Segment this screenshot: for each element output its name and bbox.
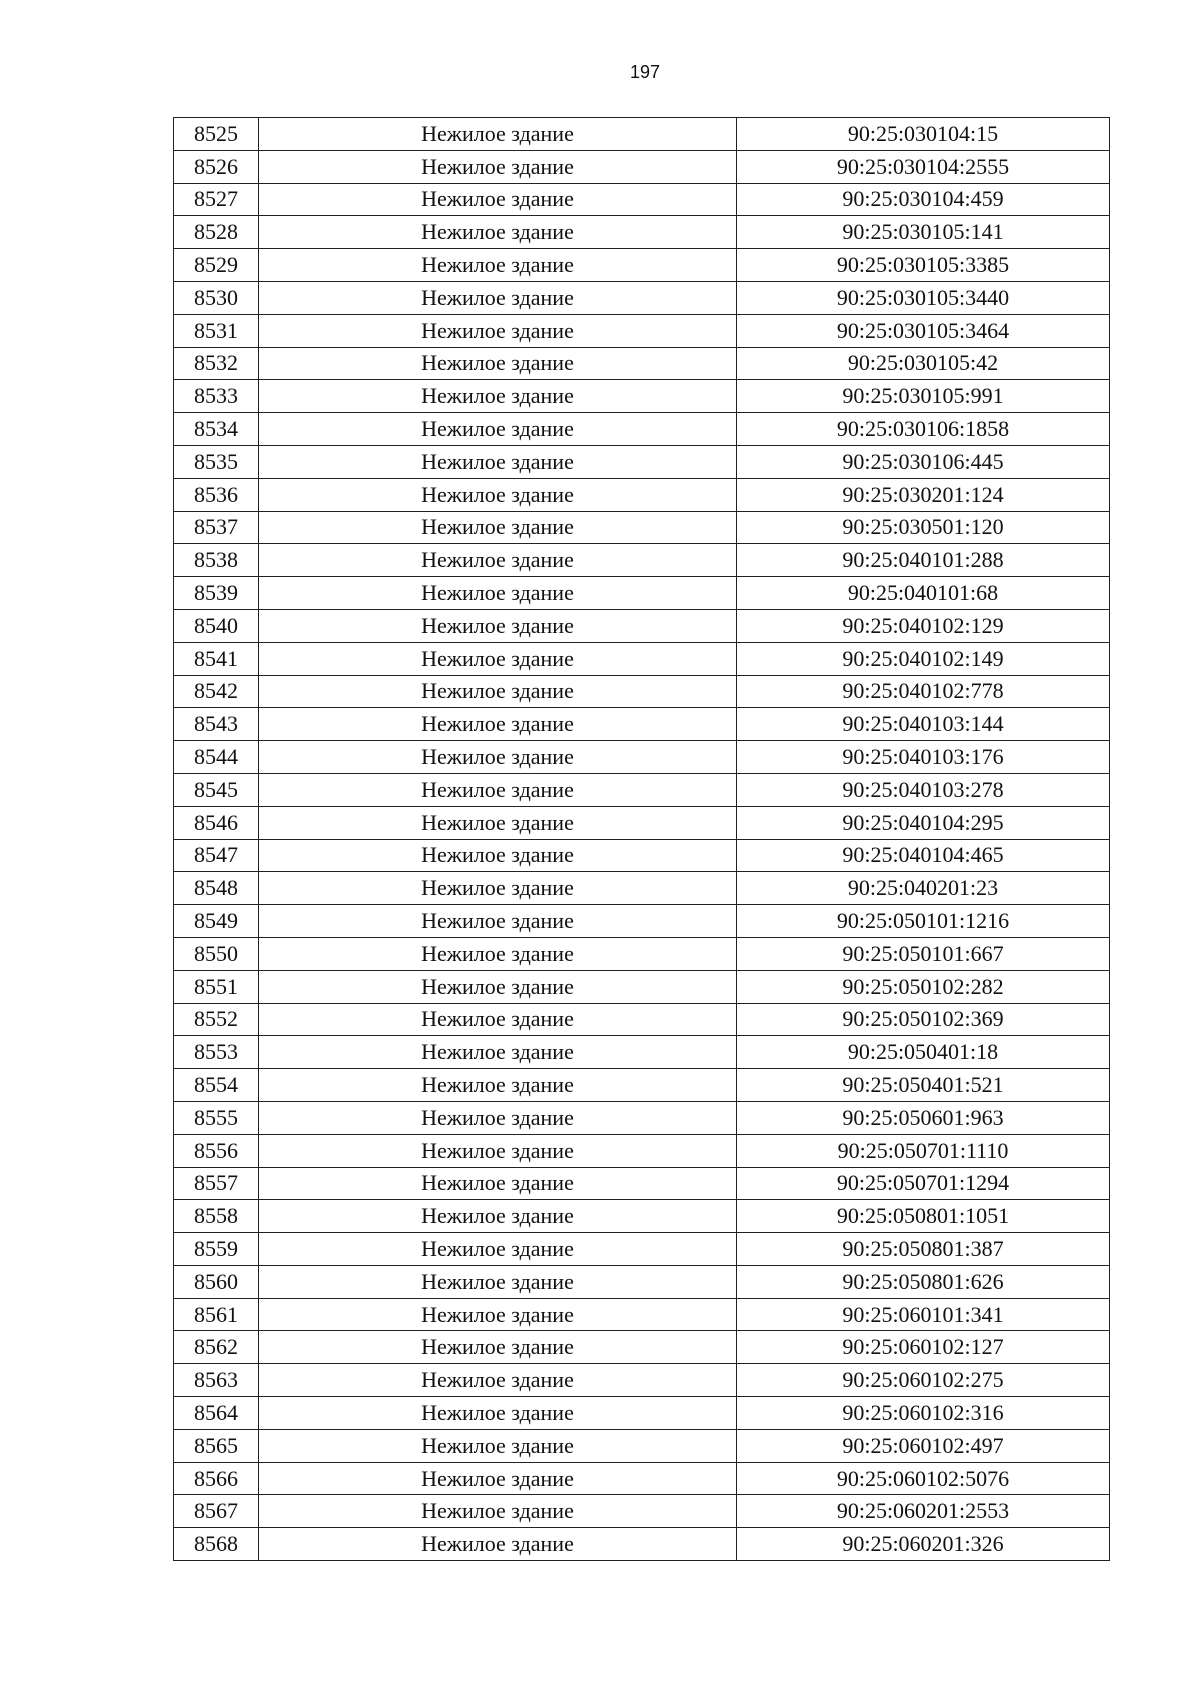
object-type-cell: Нежилое здание — [259, 872, 737, 905]
object-type-cell: Нежилое здание — [259, 314, 737, 347]
row-number-cell: 8533 — [174, 380, 259, 413]
table-row — [174, 544, 1110, 577]
object-type-cell: Нежилое здание — [259, 150, 737, 183]
object-type-cell: Нежилое здание — [259, 1003, 737, 1036]
table-row — [174, 1233, 1110, 1266]
table-row — [174, 872, 1110, 905]
cadastral-number-cell: 90:25:050401:521 — [737, 1069, 1110, 1102]
cadastral-number-cell: 90:25:050701:1294 — [737, 1167, 1110, 1200]
table-row — [174, 118, 1110, 151]
object-type-cell: Нежилое здание — [259, 609, 737, 642]
table-row — [174, 1331, 1110, 1364]
object-type-cell: Нежилое здание — [259, 413, 737, 446]
row-number-cell: 8553 — [174, 1036, 259, 1069]
row-number-cell: 8539 — [174, 577, 259, 610]
row-number-cell: 8543 — [174, 708, 259, 741]
table-row — [174, 642, 1110, 675]
row-number-cell: 8538 — [174, 544, 259, 577]
row-number-cell: 8530 — [174, 281, 259, 314]
table-row — [174, 314, 1110, 347]
table-row — [174, 1069, 1110, 1102]
row-number-cell: 8554 — [174, 1069, 259, 1102]
table-row — [174, 445, 1110, 478]
cadastral-number-cell: 90:25:050801:1051 — [737, 1200, 1110, 1233]
object-type-cell: Нежилое здание — [259, 544, 737, 577]
row-number-cell: 8548 — [174, 872, 259, 905]
table-row — [174, 478, 1110, 511]
cadastral-number-cell: 90:25:040104:465 — [737, 839, 1110, 872]
row-number-cell: 8556 — [174, 1134, 259, 1167]
table-row — [174, 1495, 1110, 1528]
cadastral-number-cell: 90:25:030105:991 — [737, 380, 1110, 413]
row-number-cell: 8551 — [174, 970, 259, 1003]
cadastral-number-cell: 90:25:060201:2553 — [737, 1495, 1110, 1528]
table-row — [174, 380, 1110, 413]
cadastral-number-cell: 90:25:030105:42 — [737, 347, 1110, 380]
cadastral-number-cell: 90:25:050102:369 — [737, 1003, 1110, 1036]
table-row — [174, 708, 1110, 741]
row-number-cell: 8563 — [174, 1364, 259, 1397]
object-type-cell: Нежилое здание — [259, 1167, 737, 1200]
cadastral-number-cell: 90:25:030104:15 — [737, 118, 1110, 151]
cadastral-number-cell: 90:25:030105:3385 — [737, 249, 1110, 282]
cadastral-number-cell: 90:25:030105:141 — [737, 216, 1110, 249]
row-number-cell: 8526 — [174, 150, 259, 183]
object-type-cell: Нежилое здание — [259, 708, 737, 741]
cadastral-number-cell: 90:25:060102:5076 — [737, 1462, 1110, 1495]
row-number-cell: 8537 — [174, 511, 259, 544]
object-type-cell: Нежилое здание — [259, 1200, 737, 1233]
cadastral-number-cell: 90:25:050401:18 — [737, 1036, 1110, 1069]
cadastral-number-cell: 90:25:040101:68 — [737, 577, 1110, 610]
cadastral-number-cell: 90:25:060102:275 — [737, 1364, 1110, 1397]
table-row — [174, 1298, 1110, 1331]
row-number-cell: 8565 — [174, 1429, 259, 1462]
row-number-cell: 8562 — [174, 1331, 259, 1364]
cadastral-number-cell: 90:25:060101:341 — [737, 1298, 1110, 1331]
table-row — [174, 806, 1110, 839]
object-type-cell: Нежилое здание — [259, 445, 737, 478]
table-row — [174, 1462, 1110, 1495]
row-number-cell: 8561 — [174, 1298, 259, 1331]
page-number: 197 — [629, 62, 661, 82]
cadastral-number-cell: 90:25:030201:124 — [737, 478, 1110, 511]
row-number-cell: 8529 — [174, 249, 259, 282]
cadastral-number-cell: 90:25:060201:326 — [737, 1528, 1110, 1561]
cadastral-number-cell: 90:25:030105:3464 — [737, 314, 1110, 347]
table-row — [174, 609, 1110, 642]
row-number-cell: 8527 — [174, 183, 259, 216]
table-row — [174, 347, 1110, 380]
row-number-cell: 8550 — [174, 937, 259, 970]
object-type-cell: Нежилое здание — [259, 741, 737, 774]
cadastral-number-cell: 90:25:060102:316 — [737, 1397, 1110, 1430]
cadastral-number-cell: 90:25:060102:127 — [737, 1331, 1110, 1364]
object-type-cell: Нежилое здание — [259, 642, 737, 675]
row-number-cell: 8528 — [174, 216, 259, 249]
cadastral-number-cell: 90:25:050801:387 — [737, 1233, 1110, 1266]
cadastral-number-cell: 90:25:040102:129 — [737, 609, 1110, 642]
table-row — [174, 1397, 1110, 1430]
cadastral-number-cell: 90:25:030106:445 — [737, 445, 1110, 478]
object-type-cell: Нежилое здание — [259, 1298, 737, 1331]
table-row — [174, 577, 1110, 610]
object-type-cell: Нежилое здание — [259, 478, 737, 511]
table-row — [174, 1200, 1110, 1233]
object-type-cell: Нежилое здание — [259, 1233, 737, 1266]
registry-table — [173, 117, 1110, 1561]
table-row — [174, 1167, 1110, 1200]
cadastral-number-cell: 90:25:050101:1216 — [737, 905, 1110, 938]
row-number-cell: 8544 — [174, 741, 259, 774]
table-row — [174, 970, 1110, 1003]
row-number-cell: 8558 — [174, 1200, 259, 1233]
object-type-cell: Нежилое здание — [259, 1364, 737, 1397]
table-row — [174, 1265, 1110, 1298]
row-number-cell: 8536 — [174, 478, 259, 511]
object-type-cell: Нежилое здание — [259, 1331, 737, 1364]
row-number-cell: 8547 — [174, 839, 259, 872]
object-type-cell: Нежилое здание — [259, 380, 737, 413]
table-row — [174, 675, 1110, 708]
object-type-cell: Нежилое здание — [259, 1528, 737, 1561]
object-type-cell: Нежилое здание — [259, 839, 737, 872]
cadastral-number-cell: 90:25:040102:778 — [737, 675, 1110, 708]
cadastral-number-cell: 90:25:060102:497 — [737, 1429, 1110, 1462]
object-type-cell: Нежилое здание — [259, 511, 737, 544]
row-number-cell: 8525 — [174, 118, 259, 151]
object-type-cell: Нежилое здание — [259, 806, 737, 839]
cadastral-number-cell: 90:25:040103:176 — [737, 741, 1110, 774]
row-number-cell: 8552 — [174, 1003, 259, 1036]
cadastral-number-cell: 90:25:050701:1110 — [737, 1134, 1110, 1167]
cadastral-number-cell: 90:25:040201:23 — [737, 872, 1110, 905]
table-row — [174, 1134, 1110, 1167]
table-row — [174, 937, 1110, 970]
row-number-cell: 8546 — [174, 806, 259, 839]
table-row — [174, 1003, 1110, 1036]
cadastral-number-cell: 90:25:040101:288 — [737, 544, 1110, 577]
table-row — [174, 249, 1110, 282]
cadastral-number-cell: 90:25:050801:626 — [737, 1265, 1110, 1298]
row-number-cell: 8560 — [174, 1265, 259, 1298]
cadastral-number-cell: 90:25:050601:963 — [737, 1101, 1110, 1134]
cadastral-number-cell: 90:25:040103:278 — [737, 773, 1110, 806]
row-number-cell: 8566 — [174, 1462, 259, 1495]
object-type-cell: Нежилое здание — [259, 1462, 737, 1495]
cadastral-number-cell: 90:25:030105:3440 — [737, 281, 1110, 314]
table-row — [174, 905, 1110, 938]
cadastral-number-cell: 90:25:050102:282 — [737, 970, 1110, 1003]
table-row — [174, 741, 1110, 774]
table-row — [174, 1036, 1110, 1069]
object-type-cell: Нежилое здание — [259, 675, 737, 708]
table-row — [174, 1528, 1110, 1561]
table-row — [174, 150, 1110, 183]
object-type-cell: Нежилое здание — [259, 183, 737, 216]
table-row — [174, 839, 1110, 872]
table-row — [174, 183, 1110, 216]
row-number-cell: 8557 — [174, 1167, 259, 1200]
row-number-cell: 8535 — [174, 445, 259, 478]
object-type-cell: Нежилое здание — [259, 216, 737, 249]
row-number-cell: 8531 — [174, 314, 259, 347]
row-number-cell: 8555 — [174, 1101, 259, 1134]
row-number-cell: 8567 — [174, 1495, 259, 1528]
row-number-cell: 8559 — [174, 1233, 259, 1266]
table-row — [174, 773, 1110, 806]
table-row — [174, 511, 1110, 544]
row-number-cell: 8534 — [174, 413, 259, 446]
row-number-cell: 8549 — [174, 905, 259, 938]
row-number-cell: 8540 — [174, 609, 259, 642]
row-number-cell: 8568 — [174, 1528, 259, 1561]
object-type-cell: Нежилое здание — [259, 1101, 737, 1134]
cadastral-number-cell: 90:25:030106:1858 — [737, 413, 1110, 446]
cadastral-number-cell: 90:25:040102:149 — [737, 642, 1110, 675]
table-row — [174, 216, 1110, 249]
table-row — [174, 1101, 1110, 1134]
object-type-cell: Нежилое здание — [259, 118, 737, 151]
row-number-cell: 8545 — [174, 773, 259, 806]
object-type-cell: Нежилое здание — [259, 1036, 737, 1069]
object-type-cell: Нежилое здание — [259, 249, 737, 282]
object-type-cell: Нежилое здание — [259, 905, 737, 938]
object-type-cell: Нежилое здание — [259, 347, 737, 380]
object-type-cell: Нежилое здание — [259, 281, 737, 314]
cadastral-number-cell: 90:25:030104:2555 — [737, 150, 1110, 183]
object-type-cell: Нежилое здание — [259, 1495, 737, 1528]
object-type-cell: Нежилое здание — [259, 970, 737, 1003]
registry-table-body — [174, 118, 1110, 1561]
row-number-cell: 8541 — [174, 642, 259, 675]
table-row — [174, 1364, 1110, 1397]
object-type-cell: Нежилое здание — [259, 577, 737, 610]
row-number-cell: 8532 — [174, 347, 259, 380]
object-type-cell: Нежилое здание — [259, 1397, 737, 1430]
table-row — [174, 413, 1110, 446]
object-type-cell: Нежилое здание — [259, 1134, 737, 1167]
cadastral-number-cell: 90:25:040103:144 — [737, 708, 1110, 741]
cadastral-number-cell: 90:25:030104:459 — [737, 183, 1110, 216]
row-number-cell: 8564 — [174, 1397, 259, 1430]
cadastral-number-cell: 90:25:030501:120 — [737, 511, 1110, 544]
table-row — [174, 1429, 1110, 1462]
object-type-cell: Нежилое здание — [259, 937, 737, 970]
object-type-cell: Нежилое здание — [259, 1069, 737, 1102]
cadastral-number-cell: 90:25:050101:667 — [737, 937, 1110, 970]
object-type-cell: Нежилое здание — [259, 773, 737, 806]
table-row — [174, 281, 1110, 314]
row-number-cell: 8542 — [174, 675, 259, 708]
object-type-cell: Нежилое здание — [259, 1265, 737, 1298]
object-type-cell: Нежилое здание — [259, 1429, 737, 1462]
cadastral-number-cell: 90:25:040104:295 — [737, 806, 1110, 839]
